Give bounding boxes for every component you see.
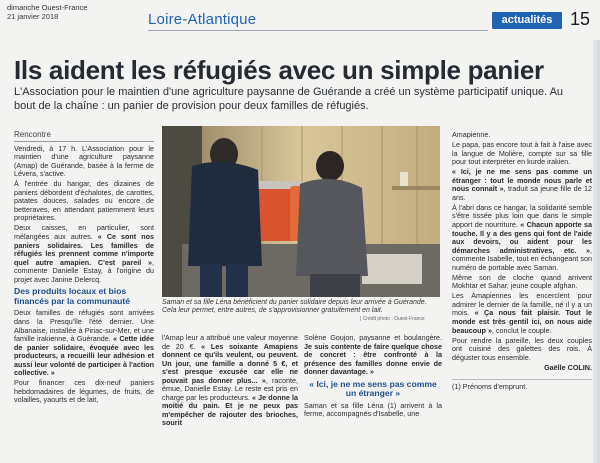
text-run: , raconte, émue, Danielle Estay. Le reste est pris en charge par les producteurs. [162, 375, 298, 402]
paragraph [452, 168, 592, 202]
headline: Ils aident les réfugiés avec un simple panier [14, 55, 544, 85]
quote-run: « Cette idée de panier solidaire, évoquée avec les producteurs, a recueilli leur adhésion et aussi leur volonté de participer à l'action collective. » [14, 334, 154, 378]
text-run: , commente Danielle Estay, à l'origine du projet avec Janine Delercq. [14, 257, 154, 284]
article-column-2 [162, 334, 298, 430]
text-run: Les Amapiennes les encerclent pour admirer le dernier de la famille, né il y a un mois. [452, 291, 592, 318]
adjacent-page-edge [593, 40, 600, 463]
photo-caption: Saman et sa fille Léna bénéficient du panier solidaire depuis leur arrivée à Guérande. Cela leur permet, entre autres, de s'approvisionner gratuitement en lait. [162, 299, 427, 315]
paragraph [304, 334, 442, 377]
paragraph: Pour financer ces dix-neuf paniers hebdomadaires de légumes, de fruits, de volailles, yaourts et de lait, [14, 378, 154, 405]
subheading: Des produits locaux et bios financés par la communauté [14, 286, 131, 306]
paragraph [162, 334, 298, 428]
standfirst: L'Association pour le maintien d'une agriculture paysanne de Guérande a créé un système participatif unique. Au bout de la chaîne : un panier de provision pour deux familles de réfugiés. [14, 86, 564, 112]
pull-quote: « Ici, je ne me sens pas comme un étranger » [309, 378, 437, 399]
text-run: , traduit sa jeune fille de 12 ans. [452, 184, 592, 202]
paragraph: Pour rendre la pareille, les deux couples ont cuisiné des galettes des rois. À déguster tous ensemble. [452, 335, 592, 362]
article-column-1 [14, 131, 154, 407]
quote-run: Je suis contente de faire quelque chose de concret : être confronté à la présence des familles donne envie de donner davantage. » [304, 341, 442, 377]
paragraph: Même son de cloche quand arrivent Mokhtar et Sahar, jeune couple afghan. [452, 272, 592, 291]
masthead-date [7, 3, 87, 21]
header-rule [148, 30, 488, 31]
paragraph: Amapienne. [452, 130, 491, 139]
paragraph: Saman et sa fille Léna (1) arrivent à la ferme, accompagnés d'Isabelle, une [304, 400, 442, 419]
photo-illustration [162, 126, 440, 297]
paragraph: À l'entrée du hangar, des dizaines de paniers débordent d'échalotes, de carottes, patates douces, salades ou encore de betteraves, en attendant patiemment leurs propriétaires. [14, 179, 154, 223]
section-title: Loire-Atlantique [148, 11, 257, 28]
quote-run: « Les soixante Amapiens donnent ce qu'ils veulent, ou peuvent. Un jour, une famille a donné 5 €, et s'est presque excusée car elle ne pouvait pas donner plus... » [162, 341, 298, 385]
quote-run: « Ce sont nos paniers solidaires. Les familles de réfugiés les prennent comme n'importe quel autre amapien. C'est pareil » [14, 232, 154, 267]
text-run: , commente Isabelle, tout en échangeant son numéro de portable avec Saman. [452, 245, 592, 272]
masthead-line2: 21 janvier 2018 [7, 12, 59, 21]
article-column-3 [304, 334, 442, 420]
text-run: , conclut le couple. [491, 325, 552, 335]
page-number: 15 [570, 9, 591, 29]
paragraph [452, 204, 592, 272]
quote-run: « Ça nous fait plaisir. Tout le monde est très gentil ici, on nous aide beaucoup » [452, 308, 592, 335]
paragraph [452, 292, 592, 335]
quote-run: « Chacun apporte sa touche. Il y a des gens qui font de l'aide aux devoirs, ou aident pour les démarches administratives, etc. » [452, 219, 593, 255]
paragraph [14, 309, 154, 377]
masthead-line1: dimanche Ouest-France [7, 3, 88, 12]
text-run: l'Amap leur a attribué une valeur moyenne de 20 €. [162, 333, 298, 351]
footnote: (1) Prénoms d'emprunt. [452, 379, 592, 392]
paragraph: Vendredi, à 17 h. L'Association pour le maintien d'une agriculture paysanne (Amap) de Guérande, basée à la ferme de Lévera, s'active. [14, 143, 154, 179]
rubric-label: Rencontre [14, 131, 154, 142]
paragraph: Le papa, pas encore tout à fait à l'aise avec la langue de Molière, compte sur sa fille pour tout interpréter en kurde irakien. [452, 140, 592, 167]
text-run: Deux familles de réfugiés sont arrivées dans la Presqu'île l'été dernier. Une Albanaise, installée à Piriac-sur-Mer, et une famille irakienne, à Guérande. [14, 308, 154, 344]
author-signature: Gaëlle COLIN. [544, 363, 592, 373]
text-run: Deux caisses, en particulier, sont mélangées aux autres. [14, 223, 154, 242]
quote-run: « Je donne la moitié du pain. Et je ne peux pas m'empêcher de rajouter des brioches, sourit [162, 392, 298, 428]
text-run: Solène Goujon, paysanne et boulangère. [304, 333, 442, 342]
quote-run: « Ici, je ne me sens pas comme un étranger : tout le monde nous parle et nous connaît » [452, 167, 592, 194]
section-badge: actualités [492, 12, 562, 29]
paragraph [14, 224, 154, 284]
article-photo [162, 126, 440, 297]
text-run: À l'abri dans ce hangar, la solidarité semble s'être tissée plus loin que dans le simple apport de nourriture. [452, 202, 592, 229]
photo-credit: | Crédit photo : Ouest-France [360, 316, 425, 322]
article-column-4 [452, 131, 592, 391]
